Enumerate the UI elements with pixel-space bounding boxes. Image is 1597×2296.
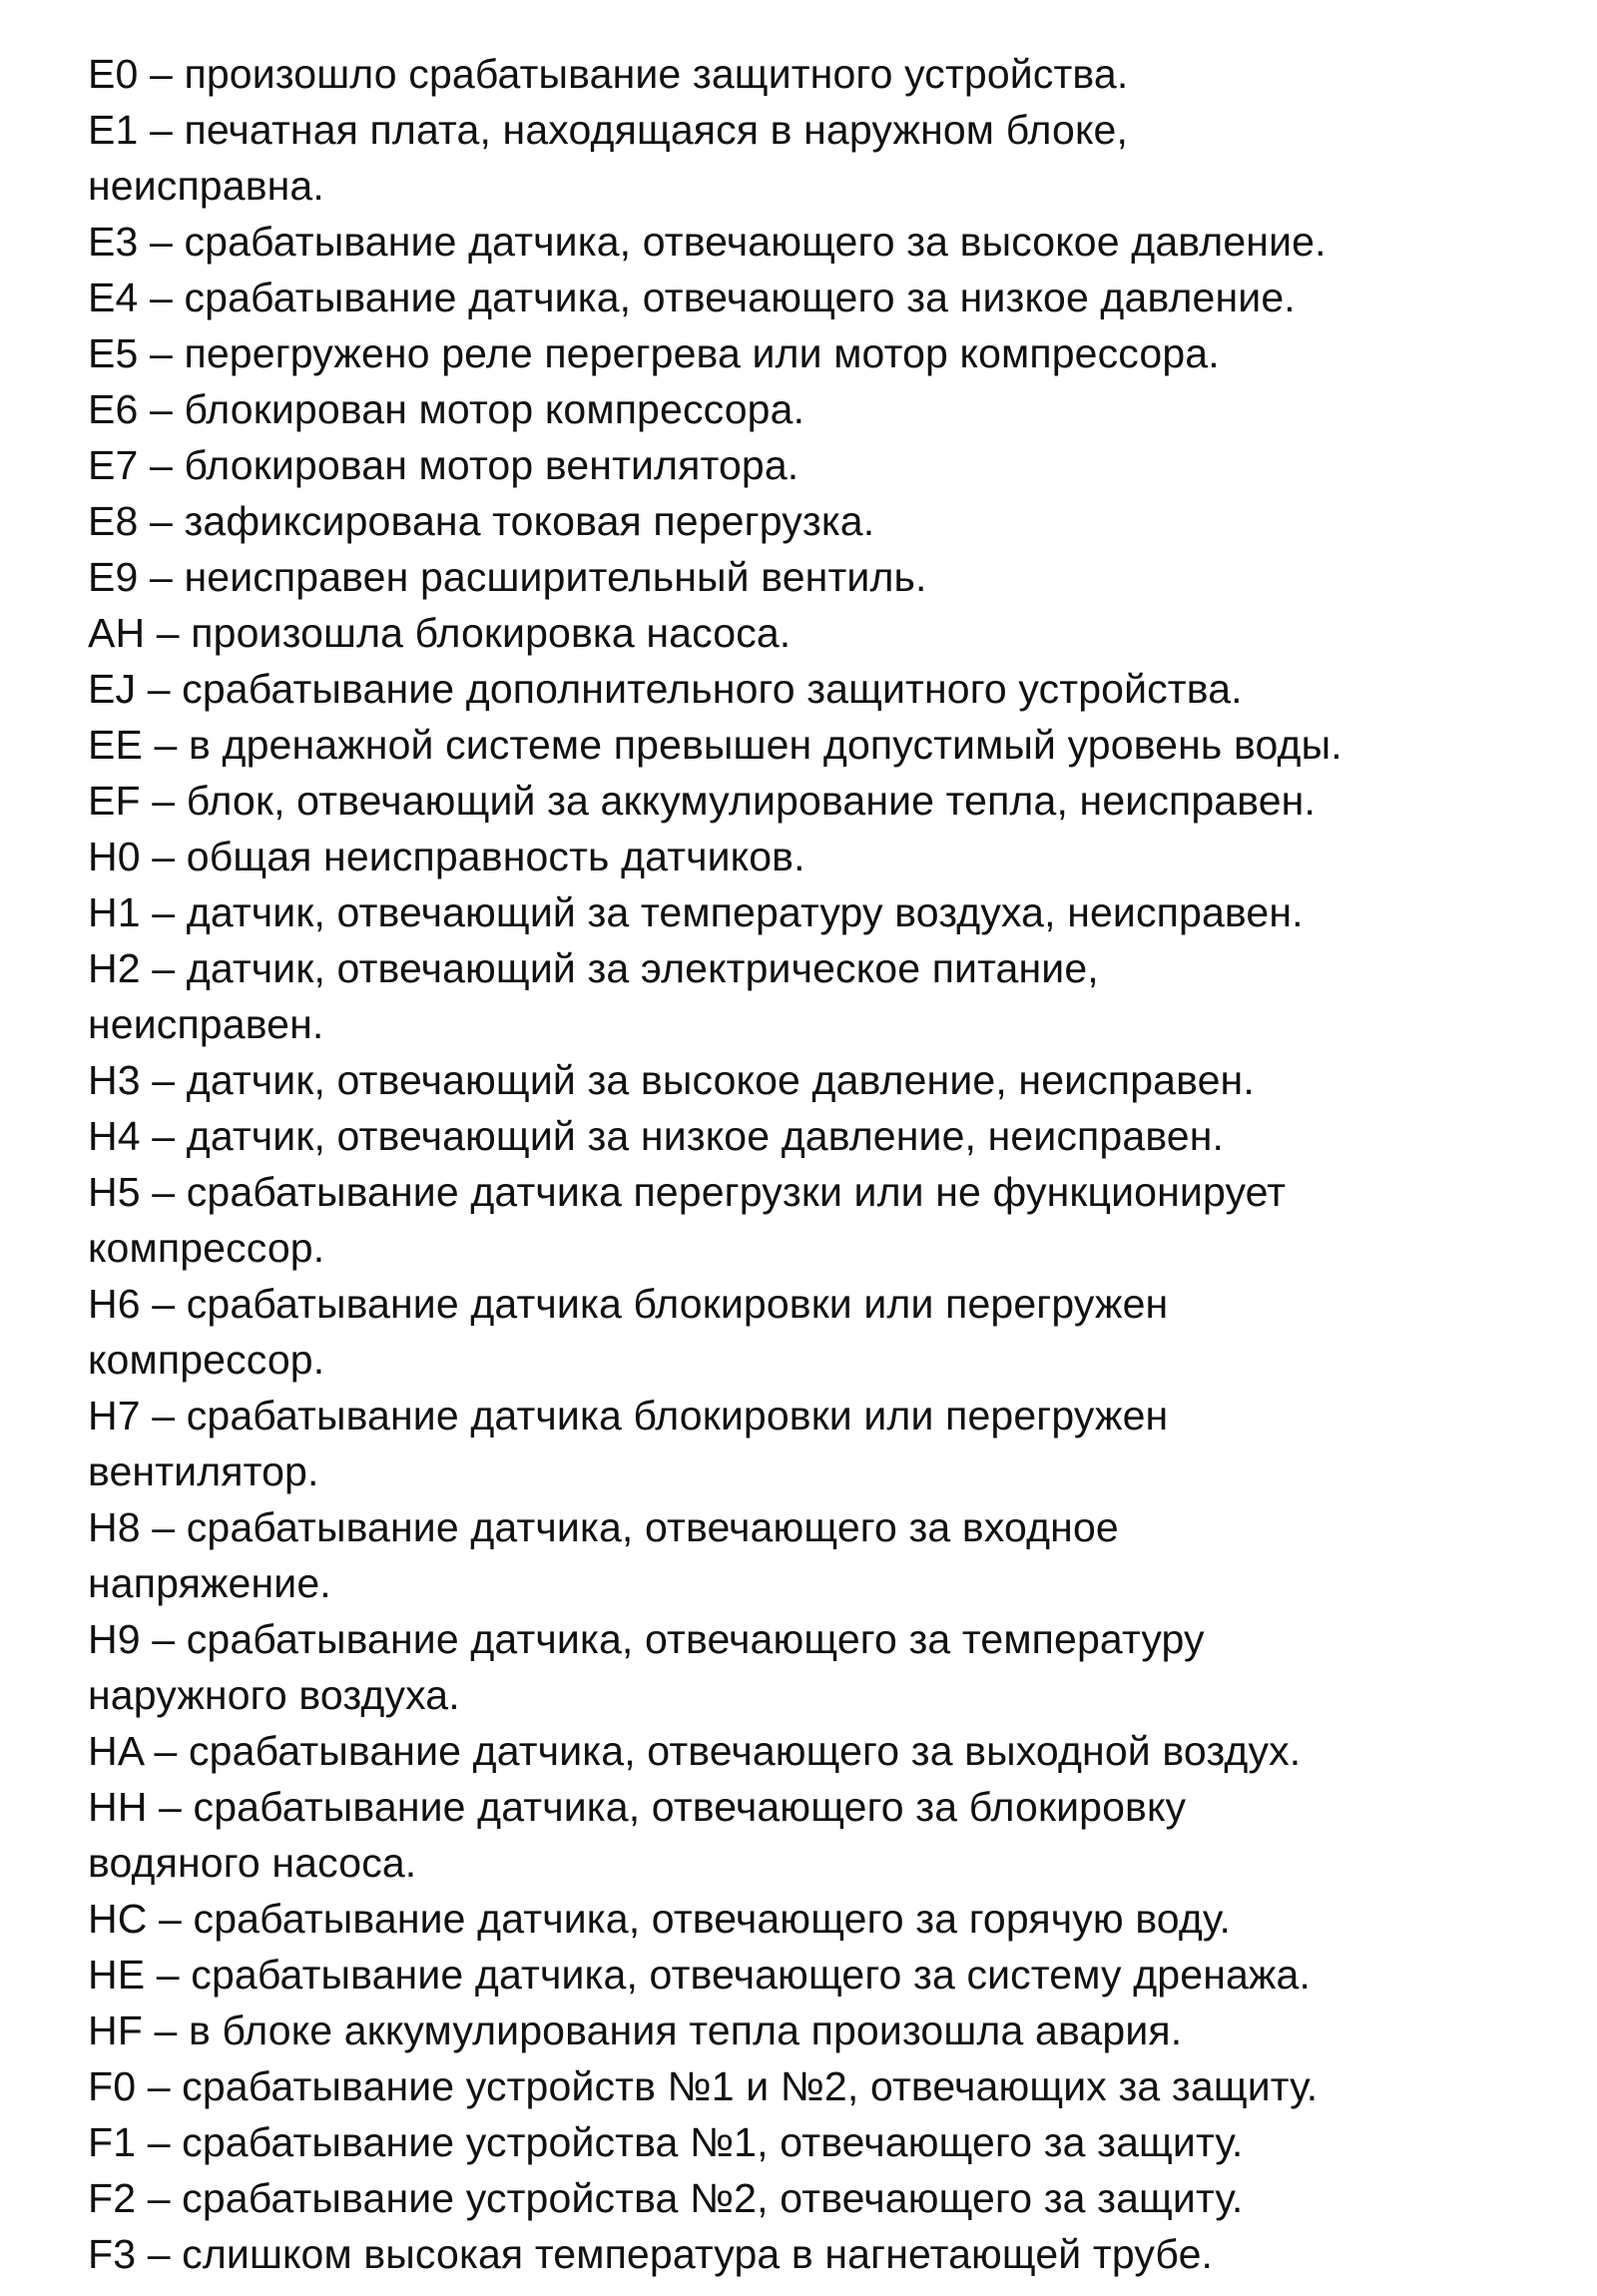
error-code-text-line: E5 – перегружено реле перегрева или мотор компрессора. (88, 330, 1220, 376)
error-code-text-line: H5 – срабатывание датчика перегрузки или не функционирует (88, 1169, 1287, 1215)
error-code-text-line: H2 – датчик, отвечающий за электрическое питание, (88, 945, 1099, 991)
error-code-entry (88, 214, 1565, 270)
error-code-text-line: HC – срабатывание датчика, отвечающего за горячую воду. (88, 1896, 1231, 1942)
error-code-text-line: F1 – срабатывание устройства №1, отвечающего за защиту. (88, 2119, 1244, 2165)
error-code-text-line: неисправна. (88, 163, 324, 209)
error-code-text-line: H0 – общая неисправность датчиков. (88, 834, 805, 879)
error-code-entry (88, 270, 1565, 325)
error-code-entry (88, 2003, 1565, 2058)
error-code-text-line: компрессор. (88, 1337, 325, 1383)
error-code-text-line: E4 – срабатывание датчика, отвечающего за низкое давление. (88, 275, 1296, 320)
error-code-text-line: E7 – блокирован мотор вентилятора. (88, 442, 799, 488)
error-code-entry (88, 1164, 1565, 1276)
error-code-text-line: HE – срабатывание датчика, отвечающего за систему дренажа. (88, 1952, 1312, 1998)
error-code-entry (88, 1947, 1565, 2003)
error-code-text-line: H7 – срабатывание датчика блокировки или перегружен (88, 1393, 1169, 1438)
error-code-entry (88, 1388, 1565, 1499)
error-code-entry (88, 46, 1565, 102)
error-code-list (88, 46, 1565, 2282)
error-code-entry (88, 884, 1565, 940)
error-code-entry (88, 325, 1565, 381)
error-code-entry (88, 381, 1565, 437)
error-code-text-line: HF – в блоке аккумулирования тепла произошла авария. (88, 2008, 1183, 2053)
error-code-entry (88, 605, 1565, 661)
error-code-entry (88, 493, 1565, 549)
error-code-entry (88, 1611, 1565, 1723)
error-code-text-line: E9 – неисправен расширительный вентиль. (88, 554, 927, 600)
error-code-text-line: H6 – срабатывание датчика блокировки или перегружен (88, 1281, 1169, 1327)
error-code-text-line: EJ – срабатывание дополнительного защитного устройства. (88, 666, 1243, 712)
error-code-text-line: компрессор. (88, 1225, 325, 1271)
error-code-entry (88, 2226, 1565, 2282)
error-code-entry (88, 102, 1565, 214)
error-code-entry (88, 549, 1565, 605)
error-code-text-line: E1 – печатная плата, находящаяся в наружном блоке, (88, 107, 1129, 153)
error-code-text-line: F0 – срабатывание устройств №1 и №2, отвечающих за защиту. (88, 2063, 1319, 2109)
error-code-text-line: напряжение. (88, 1560, 331, 1606)
error-code-entry (88, 2114, 1565, 2170)
error-code-text-line: H4 – датчик, отвечающий за низкое давление, неисправен. (88, 1113, 1225, 1159)
error-code-text-line: E0 – произошло срабатывание защитного устройства. (88, 51, 1129, 97)
error-code-text-line: F2 – срабатывание устройства №2, отвечающего за защиту. (88, 2175, 1244, 2221)
error-code-entry (88, 1108, 1565, 1164)
error-code-entry (88, 2170, 1565, 2226)
error-code-text-line: H1 – датчик, отвечающий за температуру воздуха, неисправен. (88, 889, 1304, 935)
error-code-entry (88, 2058, 1565, 2114)
error-code-text-line: E3 – срабатывание датчика, отвечающего за высокое давление. (88, 219, 1327, 265)
error-code-text-line: H8 – срабатывание датчика, отвечающего за входное (88, 1504, 1119, 1550)
error-code-entry (88, 829, 1565, 884)
error-code-text-line: H9 – срабатывание датчика, отвечающего за температуру (88, 1616, 1205, 1662)
error-code-entry (88, 717, 1565, 773)
error-code-text-line: EF – блок, отвечающий за аккумулирование тепла, неисправен. (88, 778, 1317, 824)
error-code-entry (88, 661, 1565, 717)
error-code-text-line: HA – срабатывание датчика, отвечающего за выходной воздух. (88, 1728, 1302, 1774)
error-code-text-line: EE – в дренажной системе превышен допустимый уровень воды. (88, 722, 1342, 768)
error-code-entry (88, 1499, 1565, 1611)
error-code-entry (88, 1052, 1565, 1108)
error-code-text-line: AH – произошла блокировка насоса. (88, 610, 792, 656)
error-code-entry (88, 940, 1565, 1052)
error-code-text-line: неисправен. (88, 1001, 324, 1047)
error-code-text-line: наружного воздуха. (88, 1672, 460, 1718)
error-code-entry (88, 773, 1565, 829)
error-code-entry (88, 1891, 1565, 1947)
error-code-text-line: HH – срабатывание датчика, отвечающего за блокировку (88, 1784, 1187, 1830)
error-code-entry (88, 437, 1565, 493)
error-code-text-line: F3 – слишком высокая температура в нагнетающей трубе. (88, 2231, 1214, 2277)
error-code-text-line: E8 – зафиксирована токовая перегрузка. (88, 498, 875, 544)
error-code-entry (88, 1779, 1565, 1891)
error-code-text-line: E6 – блокирован мотор компрессора. (88, 386, 805, 432)
error-code-text-line: вентилятор. (88, 1448, 319, 1494)
error-code-text-line: H3 – датчик, отвечающий за высокое давление, неисправен. (88, 1057, 1255, 1103)
error-code-entry (88, 1723, 1565, 1779)
error-code-entry (88, 1276, 1565, 1388)
error-code-text-line: водяного насоса. (88, 1840, 417, 1886)
